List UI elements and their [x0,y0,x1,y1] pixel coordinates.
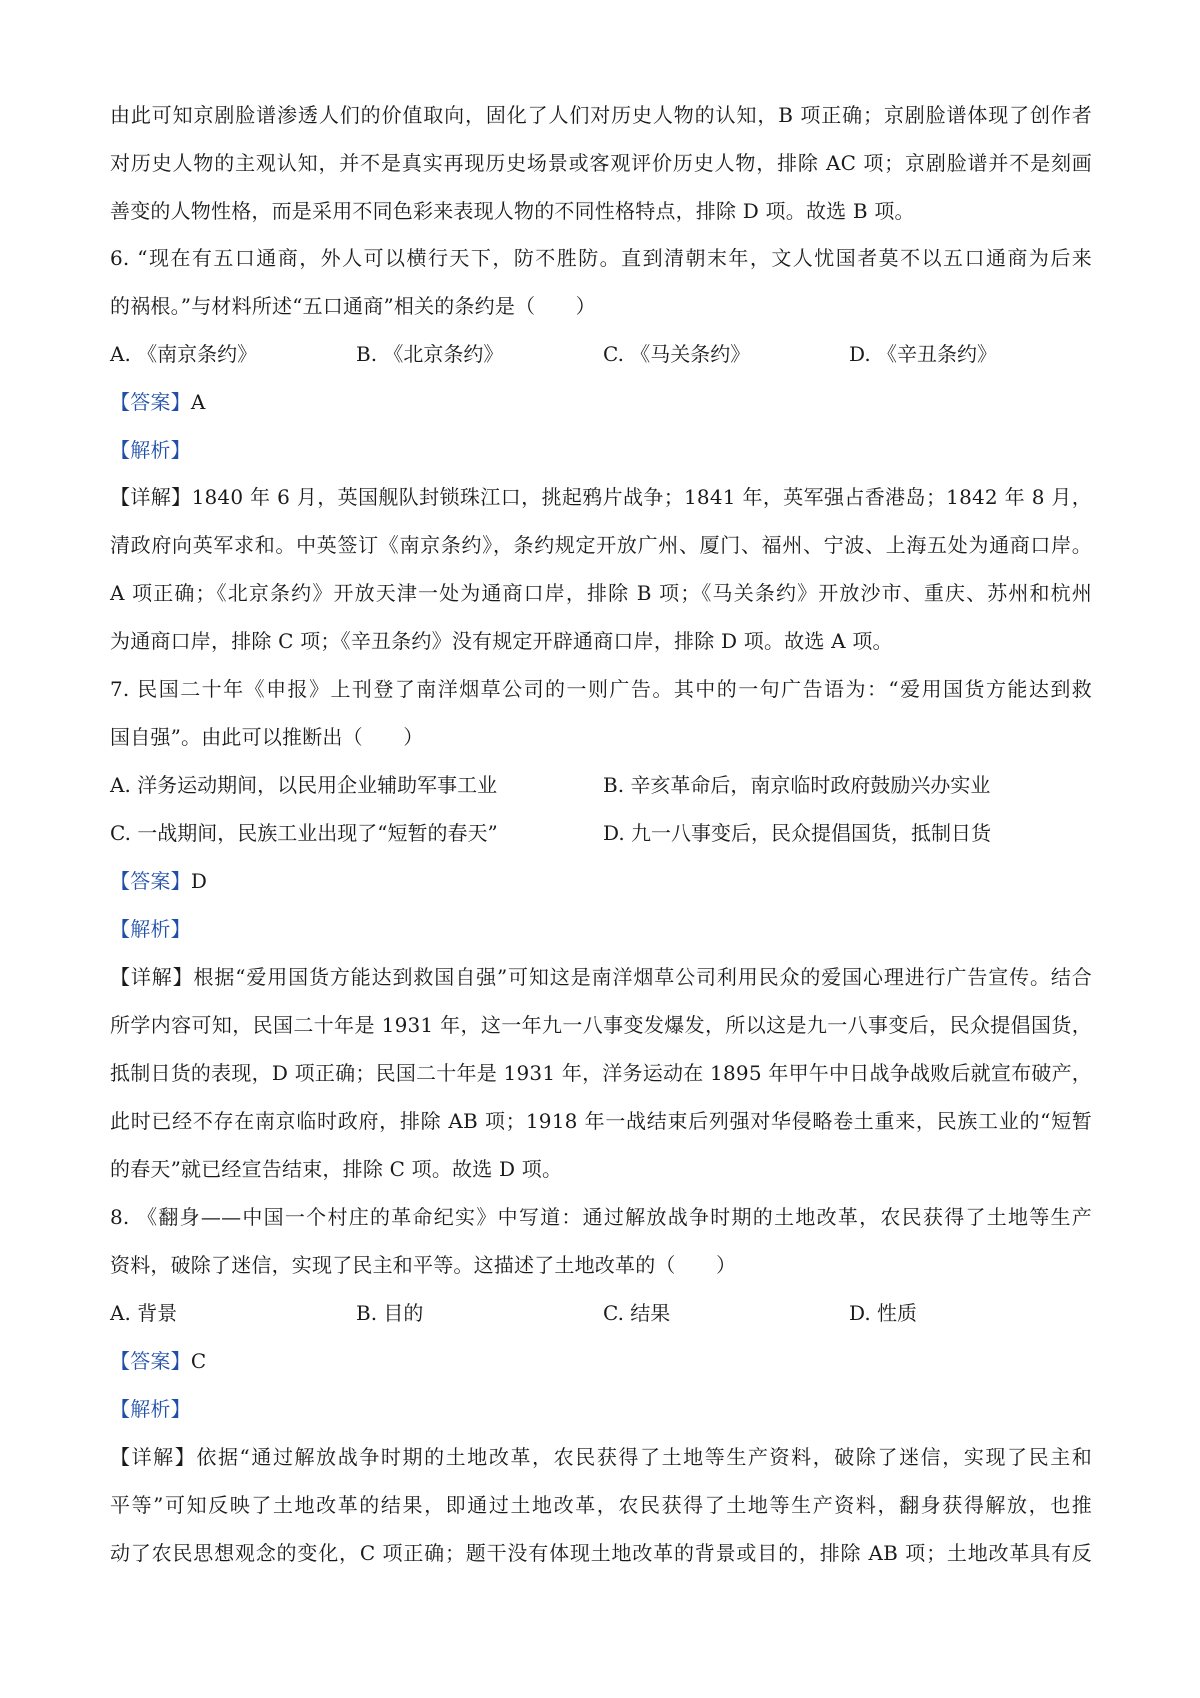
detail-tag: 【详解】 [110,965,194,989]
detail-tag: 【详解】 [110,485,192,509]
question-6-detail: 为通商口岸，排除 C 项；《辛丑条约》没有规定开辟通商口岸，排除 D 项。故选 A 项。 [110,629,893,653]
question-8-option-c: C. 结果 [603,1301,671,1325]
paragraph-line: 由此可知京剧脸谱渗透人们的价值取向，固化了人们对历史人物的认知，B 项正确；京剧脸谱体现了创作者 [110,103,1092,127]
detail-tag: 【详解】 [110,1445,197,1469]
question-8-stem: 资料，破除了迷信，实现了民主和平等。这描述了土地改革的（ ） [110,1253,737,1277]
question-7-option-b: B. 辛亥革命后，南京临时政府鼓励兴办实业 [603,773,991,797]
question-7-detail: 所学内容可知，民国二十年是 1931 年，这一年九一八事变发爆发，所以这是九一八事变后，民众提倡国货， [110,1013,1092,1037]
question-6-stem: 6. “现在有五口通商，外人可以横行天下，防不胜防。直到清朝末年，文人忧国者莫不以五口通商为后来 [110,246,1092,270]
question-6-option-d: D. 《辛丑条约》 [849,342,998,366]
detail-text: 1840 年 6 月，英国舰队封锁珠江口，挑起鸦片战争；1841 年，英军强占香港岛；1842 年 8 月， [191,485,1092,509]
question-8-stem: 8. 《翻身——中国一个村庄的革命纪实》中写道：通过解放战争时期的土地改革，农民获得了土地等生产 [110,1205,1092,1229]
answer-value: C [190,1349,207,1373]
question-7-answer [110,866,207,896]
question-8-option-a: A. 背景 [110,1301,178,1325]
question-6-stem: 的祸根。”与材料所述“五口通商”相关的条约是（ ） [110,294,596,318]
question-7-detail [110,962,1092,992]
question-6-option-c: C. 《马关条约》 [603,342,751,366]
question-7-detail: 的春天”就已经宣告结束，排除 C 项。故选 D 项。 [110,1157,563,1181]
answer-tag: 【答案】 [110,869,191,893]
question-6-detail: A 项正确；《北京条约》开放天津一处为通商口岸，排除 B 项；《马关条约》开放沙市、重庆、苏州和杭州 [110,581,1092,605]
question-8-option-d: D. 性质 [849,1301,918,1325]
question-8-detail [110,1442,1092,1472]
question-7-option-c: C. 一战期间，民族工业出现了“短暂的春天” [110,821,498,845]
question-6-option-b: B. 《北京条约》 [356,342,504,366]
question-7-stem: 7. 民国二十年《申报》上刊登了南洋烟草公司的一则广告。其中的一句广告语为：“爱用国货方能达到救 [110,677,1092,701]
question-7-option-d: D. 九一八事变后，民众提倡国货，抵制日货 [603,821,992,845]
question-8-option-b: B. 目的 [356,1301,424,1325]
question-8-answer [110,1346,206,1376]
question-6-detail [110,482,1092,512]
question-7-option-a: A. 洋务运动期间，以民用企业辅助军事工业 [110,773,498,797]
detail-text: 依据“通过解放战争时期的土地改革，农民获得了土地等生产资料，破除了迷信，实现了民主和 [196,1445,1093,1469]
answer-value: A [190,390,206,414]
question-6-analysis-tag: 【解析】 [110,438,191,462]
question-6-option-a: A. 《南京条约》 [110,342,258,366]
question-7-detail: 抵制日货的表现，D 项正确；民国二十年是 1931 年，洋务运动在 1895 年甲午中日战争战败后就宣布破产， [110,1061,1092,1085]
question-8-detail: 动了农民思想观念的变化，C 项正确；题干没有体现土地改革的背景或目的，排除 AB 项；土地改革具有反 [110,1541,1092,1565]
question-6-detail: 清政府向英军求和。中英签订《南京条约》，条约规定开放广州、厦门、福州、宁波、上海五处为通商口岸。 [110,533,1092,557]
question-8-analysis-tag: 【解析】 [110,1397,191,1421]
question-8-detail: 平等”可知反映了土地改革的结果，即通过土地改革，农民获得了土地等生产资料，翻身获得解放，也推 [110,1493,1092,1517]
question-7-detail: 此时已经不存在南京临时政府，排除 AB 项；1918 年一战结束后列强对华侵略卷土重来，民族工业的“短暂 [110,1109,1092,1133]
answer-tag: 【答案】 [110,390,191,414]
answer-tag: 【答案】 [110,1349,191,1373]
question-6-answer [110,387,205,417]
question-7-analysis-tag: 【解析】 [110,917,191,941]
question-7-stem: 国自强”。由此可以推断出（ ） [110,725,424,749]
detail-text: 根据“爱用国货方能达到救国自强”可知这是南洋烟草公司利用民众的爱国心理进行广告宣传。结合 [193,965,1092,989]
answer-value: D [190,869,208,893]
paragraph-line: 善变的人物性格，而是采用不同色彩来表现人物的不同性格特点，排除 D 项。故选 B 项。 [110,199,915,223]
paragraph-line: 对历史人物的主观认知，并不是真实再现历史场景或客观评价历史人物，排除 AC 项；京剧脸谱并不是刻画 [110,151,1092,175]
